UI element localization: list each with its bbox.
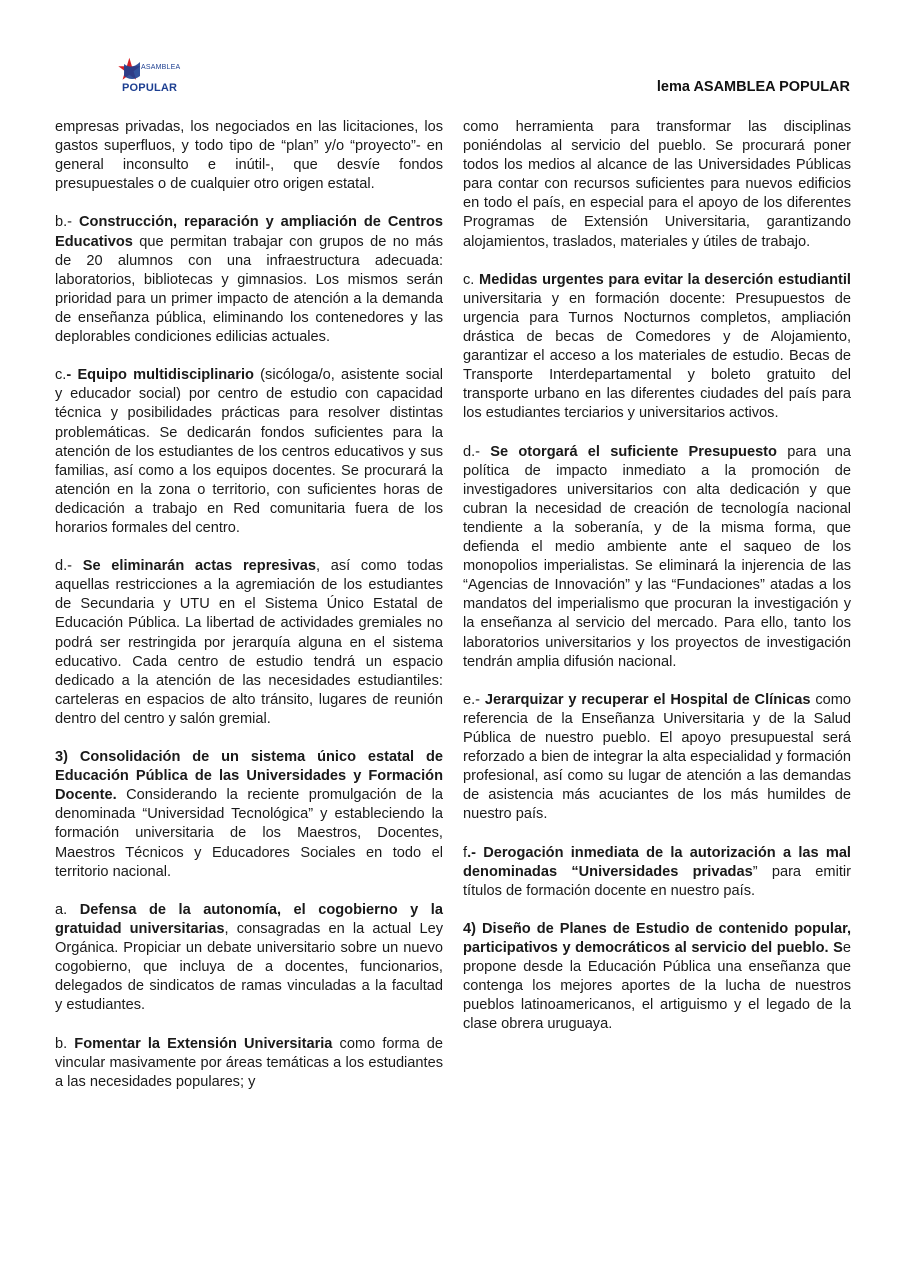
paragraph — [55, 213, 443, 347]
bold-text: Medidas urgentes para evitar la deserción estudiantil — [479, 271, 851, 288]
text: d.- — [55, 558, 83, 575]
text: universitaria y en formación docente: Presupuestos de urgencia para Turnos Nocturnos completos, ampliación drástica de becas de Comedores y de Alojamiento, garantizar el acceso a los materiales de estudio. Becas de Transporte Interdepartamental y boleto gratuito del transporte urbano en las diferentes ciudades del país para los estudiantes terciarios y universitarios activos. — [463, 290, 851, 422]
paragraph — [55, 901, 443, 1016]
text: como herramienta para transformar las disciplinas poniéndolas al servicio del pueblo. Se procurará poner todos los medios al alcance de las Universidades Públicas para contar con recursos suficientes para nuevos edificios en todo el país, en especial para el apoyo de los diferentes Programas de Extensión Universitaria, garantizando alojamientos, traslados, materiales y útiles de trabajo. — [463, 119, 851, 250]
paragraph — [463, 920, 851, 1035]
paragraph — [463, 118, 851, 252]
right-column — [463, 118, 851, 1035]
text: e.- — [463, 691, 485, 708]
text: a. — [55, 901, 80, 918]
paragraph — [55, 557, 443, 729]
paragraph — [55, 118, 443, 194]
logo-text-small: ASAMBLEA — [141, 64, 181, 71]
text: empresas privadas, los negociados en las licitaciones, los gastos superfluos, y todo tipo de “plan” y/o “proyecto”- en general inconsulto e inútil-, que desvíe fondos presupuestales o de cualquier otro origen estatal. — [55, 119, 443, 193]
text: como referencia de la Enseñanza Universitaria y de la Salud Pública de nuestro pueblo. El apoyo presupuestal será reforzado a bien de integrar la alta especialidad y formación profesional, así como su lugar de atención a las demandas de asistencia más acuciantes de los más humildes de nuestro país. — [463, 691, 852, 823]
text: (sicóloga/o, asistente social y educador social) por centro de estudio con capacidad técnica y posibilidades prácticas para resolver distintas problemáticas. Se dedicarán fondos suficientes para la atención de los estudiantes de los centros educativos y sus familias, así como a los equipos docentes. Se procurará la atención en la zona o territorio, con suficientes horas de dedicación a trabajo en Red comunitaria fuera de los horarios formales del centro. — [55, 367, 444, 536]
bold-text: .- Derogación inmediata de la autorización a las mal denominadas “Universidades privadas — [463, 844, 851, 880]
paragraph — [463, 443, 851, 672]
text: para una política de impacto inmediato a la promoción de investigadores universitarios con alta dedicación y que cubran la necesidad de creación de tecnología nacional tendiente a la soberanía, y de la misma forma, que defienda el medio ambiente ante el saqueo de los monopolios imperialistas. Se eliminará la injerencia de las “Agencias de Innovación” y las “Fundaciones” atadas a los mandatos del imperialismo que procuran la investigación y la enseñanza al servicio del mercado. Para ello, tanto los laboratorios universitarios y los proyectos de investigación tendrán amplia difusión nacional. — [463, 443, 851, 670]
text: , así como todas aquellas restricciones a la agremiación de los estudiantes de Secundaria y UTU en el Sistema Único Estatal de Educación Pública. La libertad de actividades gremiales no podrá ser restringida por jerarquía alguna en el sistema educativo. Cada centro de estudio tendrá un espacio dedicado a la atención de las necesidades estudiantiles: carteleras en espacios de alto tránsito, lugares de reunión dentro del centro y salón gremial. — [55, 558, 443, 727]
bold-text: Defensa de la autonomía, el cogobierno y la gratuidad universitarias — [55, 901, 443, 937]
paragraph — [55, 1035, 443, 1092]
text: como forma de vincular masivamente por áreas temáticas a los estudiantes a las necesidades populares; y — [55, 1035, 443, 1090]
logo-text-big: POPULAR — [122, 82, 178, 94]
bold-text: - Equipo multidisciplinario — [66, 367, 254, 384]
bold-text: 3) Consolidación de un sistema único estatal de Educación Pública de las Universidades y Formación Docente. — [55, 749, 443, 804]
logo — [118, 56, 181, 100]
paragraph — [463, 271, 851, 424]
text: d.- — [463, 443, 491, 460]
paragraph — [55, 366, 443, 538]
bold-text: Fomentar la Extensión Universitaria — [74, 1035, 333, 1052]
text: Considerando la reciente promulgación de la denominada “Universidad Tecnológica” y estableciendo la formación universitaria de los Maestros, Docentes, Maestros Técnicos y Educadores Sociales en todo el territorio nacional. — [55, 787, 443, 880]
text: ” para emitir títulos de formación docente en nuestro país. — [463, 863, 851, 899]
paragraph — [463, 691, 851, 825]
paragraph — [55, 748, 443, 882]
text: que permitan trabajar con grupos de no más de 20 alumnos con una infraestructura adecuada: laboratorios, bibliotecas y gimnasios. Los mismos serán prioridad para un primer impacto de atención a la demanda de enseñanza pública, eliminando los contenedores y las deplorables condiciones edilicias actuales. — [55, 233, 443, 346]
bold-text: Construcción, reparación y ampliación de Centros Educativos — [55, 214, 443, 250]
bold-text: Se eliminarán actas represivas — [82, 558, 317, 575]
text: e propone desde la Educación Pública una enseñanza que contenga los mejores aportes de la lucha de nuestros pueblos latinoamericanos, el artiguismo y el legado de la clase obrera uruguaya. — [463, 940, 851, 1033]
text: c. — [463, 271, 480, 288]
text: b.- — [55, 214, 79, 231]
text: , consagradas en la actual Ley Orgánica. Propiciar un debate universitario sobre un nuevo cogobierno, que incluya de a docentes, funcionarios, delegados de sindicatos de ramas vinculadas a la facultad y estudiantes. — [55, 920, 443, 1014]
text: f — [463, 844, 468, 861]
text: c. — [55, 367, 67, 384]
bold-text: Se otorgará el suficiente Presupuesto — [490, 443, 777, 460]
bold-text: Jerarquizar y recuperar el Hospital de Clínicas — [484, 691, 811, 708]
bold-text: 4) Diseño de Planes de Estudio de contenido popular, participativos y democráticos al servicio del pueblo. S — [463, 920, 851, 957]
paragraph — [463, 844, 851, 901]
header-title: lema ASAMBLEA POPULAR — [656, 79, 850, 95]
left-column — [55, 118, 443, 1092]
text: b. — [55, 1035, 75, 1052]
